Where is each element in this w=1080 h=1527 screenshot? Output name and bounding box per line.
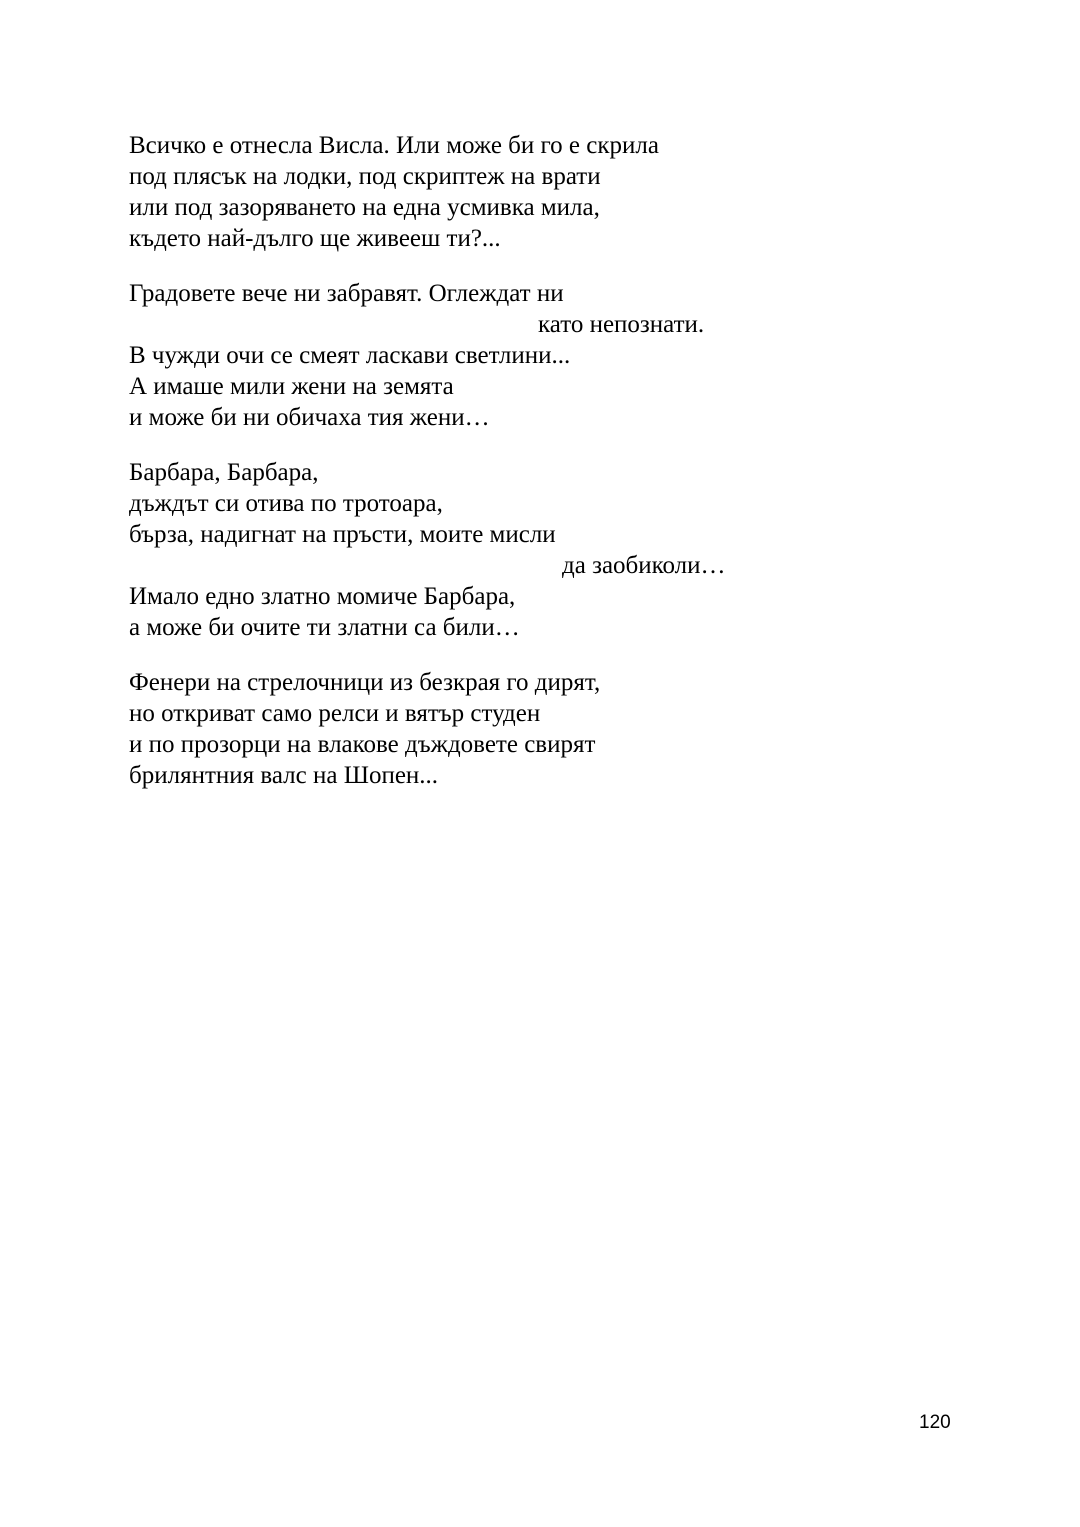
poem-line: бърза, надигнат на пръсти, моите мисли xyxy=(129,521,556,548)
poem-line: Барбара, Барбара, xyxy=(129,459,319,486)
poem-line: Всичко е отнесла Висла. Или може би го е скрила xyxy=(129,132,659,159)
poem-line: под плясък на лодки, под скриптеж на врати xyxy=(129,163,601,190)
stanza-4 xyxy=(129,667,829,791)
poem-line: дъждът си отива по тротоара, xyxy=(129,490,443,517)
poem-line: Фенери на стрелочници из безкрая го дирят, xyxy=(129,669,601,696)
poem-line: и може би ни обичаха тия жени… xyxy=(129,404,490,431)
page-number: 120 xyxy=(919,1412,951,1433)
poem-line: и по прозорци на влакове дъждовете свирят xyxy=(129,731,596,758)
poem-line: но откриват само релси и вятър студен xyxy=(129,700,541,727)
poem-line: А имаше мили жени на земята xyxy=(129,373,454,400)
poem-line: В чужди очи се смеят ласкави светлини... xyxy=(129,342,571,369)
poem-line: Градовете вече ни забравят. Оглеждат ни xyxy=(129,280,564,307)
stanza-1 xyxy=(129,130,829,254)
poem-line: Имало едно златно момиче Барбара, xyxy=(129,583,516,610)
poem xyxy=(129,130,829,815)
poem-line: а може би очите ти златни са били… xyxy=(129,614,520,641)
poem-line: или под зазоряването на една усмивка мила, xyxy=(129,194,600,221)
poem-line: където най-дълго ще живееш ти?... xyxy=(129,225,501,252)
stanza-2 xyxy=(129,278,829,433)
stanza-3 xyxy=(129,457,829,643)
poem-line: брилянтния валс на Шопен... xyxy=(129,762,439,789)
poem-line-indented: да заобиколи… xyxy=(562,552,726,579)
poem-line-indented: като непознати. xyxy=(538,311,705,338)
